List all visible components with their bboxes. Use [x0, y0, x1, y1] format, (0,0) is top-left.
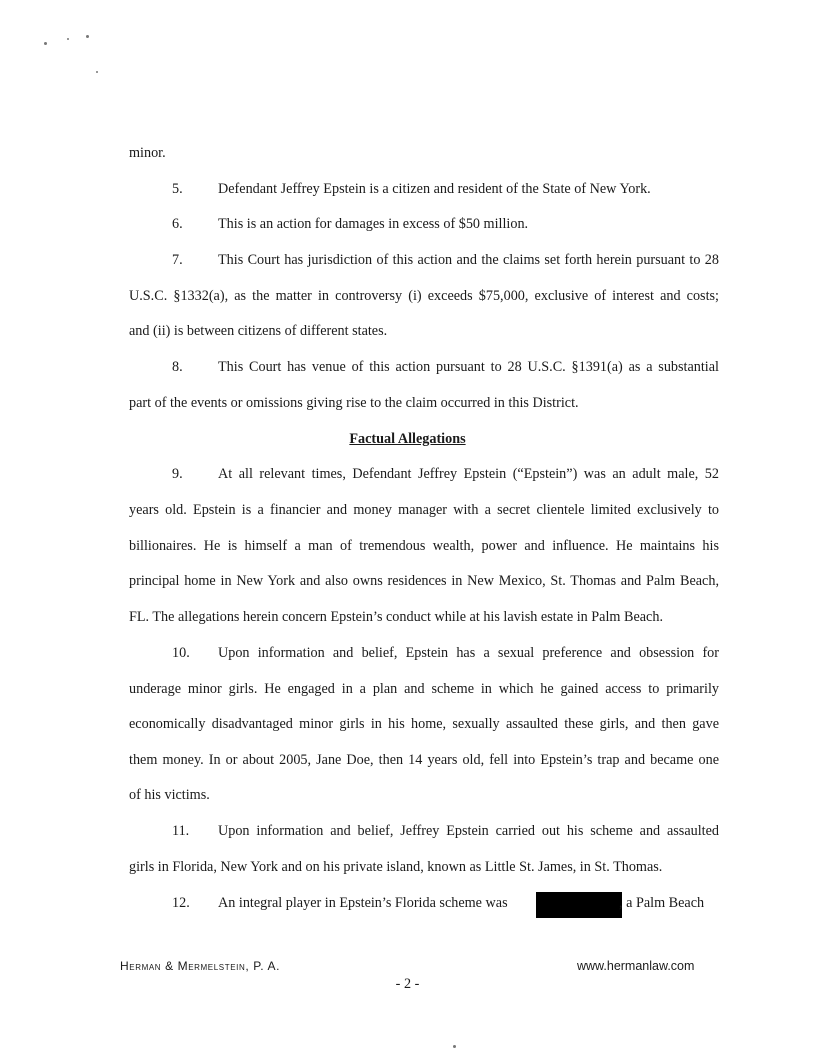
text-line: minor.	[129, 145, 166, 161]
paragraph-text: At all relevant times, Defendant Jeffrey Epstein (“Epstein”) was an adult male, 52	[218, 466, 719, 482]
scan-speck	[86, 35, 89, 38]
paragraph-number: 10.	[172, 645, 190, 661]
paragraph-number: 11.	[172, 823, 190, 839]
scan-speck	[453, 1045, 456, 1048]
scan-speck	[44, 42, 47, 45]
text-line: principal home in New York and also owns residences in New Mexico, St. Thomas and Palm Beach,	[129, 573, 719, 589]
text-line: girls in Florida, New York and on his private island, known as Little St. James, in St. Thomas.	[129, 859, 663, 875]
paragraph-number: 6.	[172, 216, 183, 232]
paragraph-number: 9.	[172, 466, 183, 482]
footer-website: www.hermanlaw.com	[577, 959, 695, 973]
paragraph-text: This is an action for damages in excess of $50 million.	[218, 216, 529, 232]
text-line: economically disadvantaged minor girls in his home, sexually assaulted these girls, and then gave	[129, 716, 719, 732]
text-line: part of the events or omissions giving rise to the claim occurred in this District.	[129, 395, 579, 411]
paragraph-text: This Court has jurisdiction of this action and the claims set forth herein pursuant to 28	[218, 252, 719, 268]
section-heading: Factual Allegations	[349, 431, 466, 447]
redaction-block	[536, 892, 622, 918]
paragraph-number: 12.	[172, 895, 190, 911]
paragraph-text: Defendant Jeffrey Epstein is a citizen and resident of the State of New York.	[218, 181, 651, 197]
text-line: FL. The allegations herein concern Epstein’s conduct while at his lavish estate in Palm Beach.	[129, 609, 663, 625]
page-number: - 2 -	[395, 976, 420, 992]
text-line: U.S.C. §1332(a), as the matter in controversy (i) exceeds $75,000, exclusive of interest and costs;	[129, 288, 719, 304]
text-line: years old. Epstein is a financier and money manager with a secret clientele limited exclusively to	[129, 502, 719, 518]
text-line: of his victims.	[129, 787, 210, 803]
scan-speck	[67, 38, 69, 40]
paragraph-text: Upon information and belief, Jeffrey Epstein carried out his scheme and assaulted	[218, 823, 719, 839]
text-line: billionaires. He is himself a man of tremendous wealth, power and influence. He maintains his	[129, 538, 719, 554]
paragraph-text: This Court has venue of this action pursuant to 28 U.S.C. §1391(a) as a substantial	[218, 359, 719, 375]
paragraph-number: 5.	[172, 181, 183, 197]
text-line: and (ii) is between citizens of different states.	[129, 323, 388, 339]
paragraph-number: 8.	[172, 359, 183, 375]
footer-firm-name: Herman & Mermelstein, P. A.	[120, 959, 281, 973]
text-line: underage minor girls. He engaged in a plan and scheme in which he gained access to primarily	[129, 681, 719, 697]
paragraph-text: Upon information and belief, Epstein has a sexual preference and obsession for	[218, 645, 719, 661]
scan-speck	[96, 71, 98, 73]
text-line: , a Palm Beach	[619, 895, 705, 911]
paragraph-text: An integral player in Epstein’s Florida scheme was	[218, 895, 508, 911]
paragraph-number: 7.	[172, 252, 183, 268]
text-line: them money. In or about 2005, Jane Doe, then 14 years old, fell into Epstein’s trap and became one	[129, 752, 719, 768]
